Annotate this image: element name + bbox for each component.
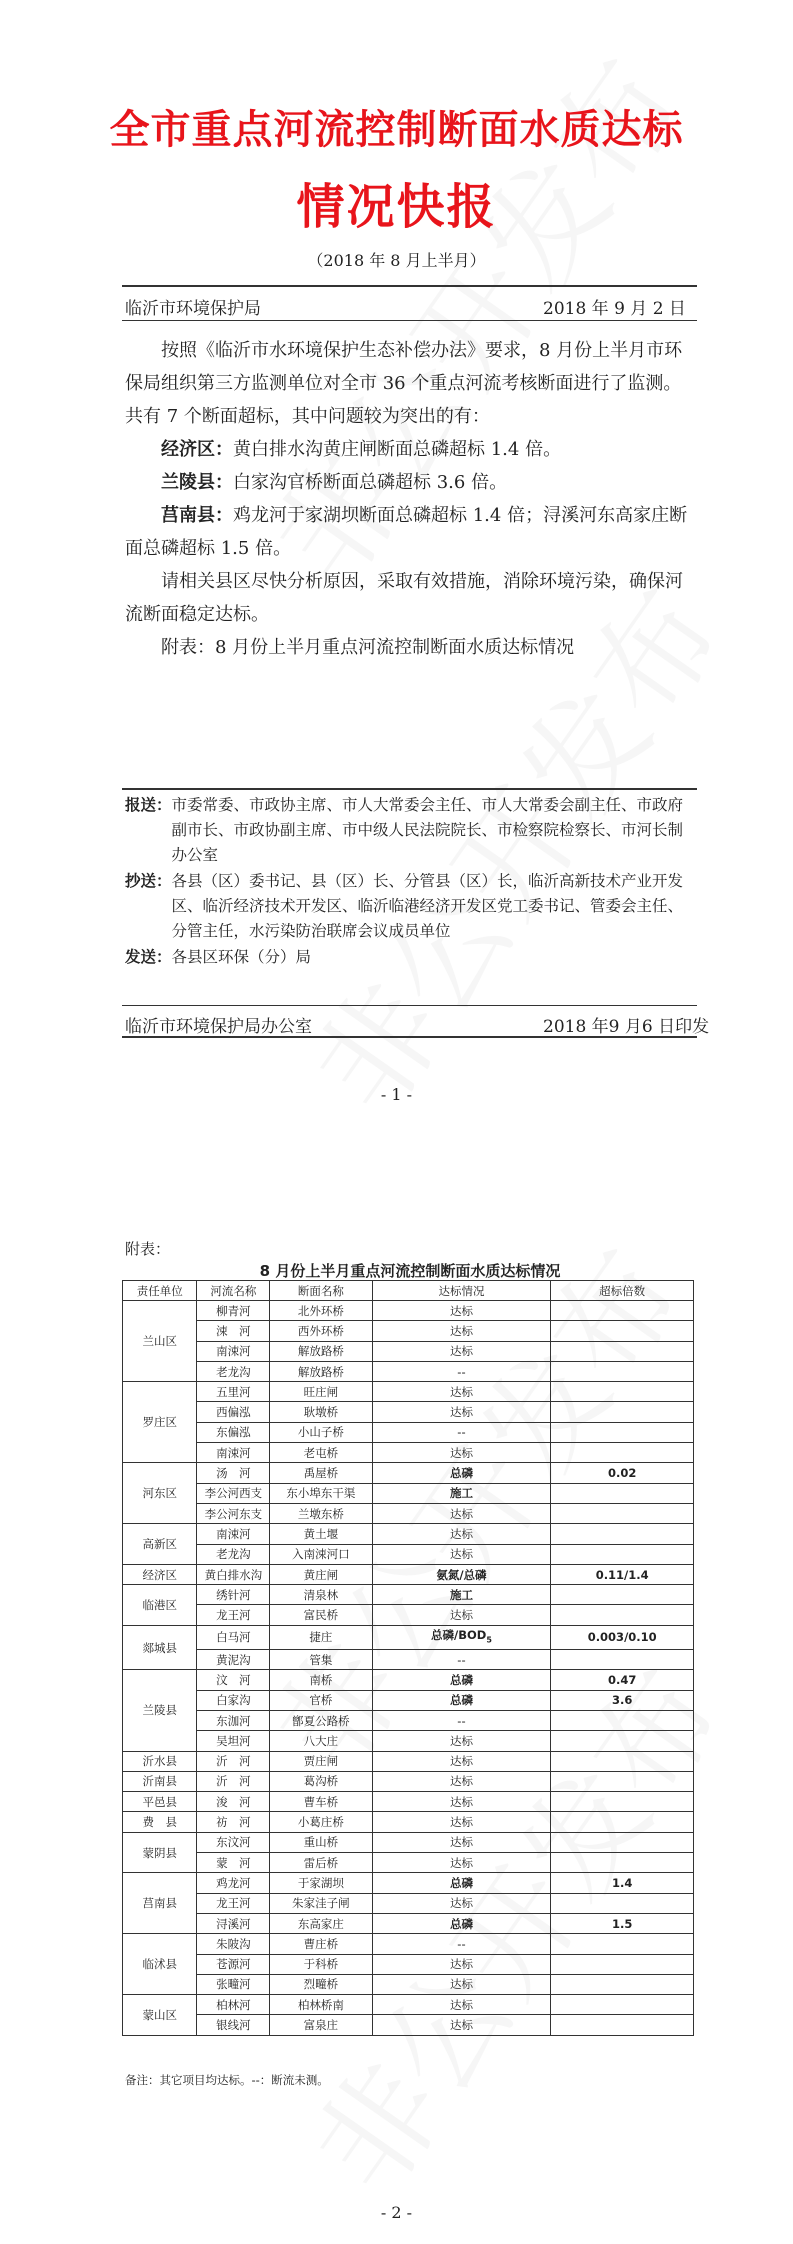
table-row [123, 1361, 694, 1381]
cell-section: 旺庄闸 [270, 1382, 372, 1402]
cell-ratio [551, 1974, 694, 1994]
cell-river: 汤 河 [197, 1463, 270, 1483]
cell-unit: 临沭县 [123, 1934, 197, 1995]
cell-ratio [551, 1382, 694, 1402]
table-row [123, 1974, 694, 1994]
cell-section: 黄庄闸 [270, 1564, 372, 1584]
table-row [123, 1301, 694, 1321]
table-row [123, 1625, 694, 1649]
cell-unit: 蒙山区 [123, 1995, 197, 2036]
table-row [123, 1913, 694, 1933]
cell-ratio [551, 1544, 694, 1564]
footer-rule-bottom [122, 1036, 697, 1038]
table-row [123, 1710, 694, 1730]
finding-text: 鸡龙河于家湖坝断面总磷超标 1.4 倍；浔溪河东高家庄断面总磷超标 1.5 倍。 [125, 505, 688, 559]
cell-ratio [551, 1524, 694, 1544]
cell-river: 白家沟 [197, 1690, 270, 1710]
cell-status: 达标 [372, 1771, 551, 1791]
cell-river: 东泇河 [197, 1710, 270, 1730]
finding-label: 莒南县： [161, 505, 233, 526]
table-row [123, 1832, 694, 1852]
cell-river: 汶 河 [197, 1670, 270, 1690]
page-number: - 1 - [380, 1085, 413, 1104]
report-period: （2018 年 8 月上半月） [307, 251, 486, 270]
cell-ratio [551, 1483, 694, 1503]
cell-section: 入南涑河口 [270, 1544, 372, 1564]
cell-unit: 河东区 [123, 1463, 197, 1524]
table-row [123, 1812, 694, 1832]
cell-ratio: 3.6 [551, 1690, 694, 1710]
cell-section: 富泉庄 [270, 2015, 372, 2035]
distribution-rule-top [122, 788, 697, 790]
report-title-line1: 全市重点河流控制断面水质达标 [109, 107, 684, 153]
report-body [125, 334, 695, 664]
cell-section: 耿墩桥 [270, 1402, 372, 1422]
table-row [123, 1544, 694, 1564]
cell-river: 李公河东支 [197, 1503, 270, 1523]
cell-section: 北外环桥 [270, 1301, 372, 1321]
cell-unit: 经济区 [123, 1564, 197, 1584]
table-row [123, 1605, 694, 1625]
table-row [123, 1771, 694, 1791]
copy-to-label: 抄送： [125, 871, 172, 890]
header-status: 达标情况 [372, 1281, 551, 1301]
cell-section: 富民桥 [270, 1605, 372, 1625]
cell-ratio: 0.11/1.4 [551, 1564, 694, 1584]
table-row [123, 1893, 694, 1913]
cell-river: 绣针河 [197, 1585, 270, 1605]
cell-river: 南涑河 [197, 1443, 270, 1463]
cell-unit: 高新区 [123, 1524, 197, 1565]
cell-ratio [551, 1731, 694, 1751]
cell-ratio [551, 1832, 694, 1852]
cell-ratio [551, 1954, 694, 1974]
cell-section: 小葛庄桥 [270, 1812, 372, 1832]
cell-section: 东小埠东干渠 [270, 1483, 372, 1503]
cell-ratio: 0.02 [551, 1463, 694, 1483]
cell-ratio [551, 1422, 694, 1442]
cell-river: 龙王河 [197, 1893, 270, 1913]
header-section: 断面名称 [270, 1281, 372, 1301]
table-note: 备注：其它项目均达标。--：断流未测。 [125, 2073, 329, 2087]
cell-river: 蒙 河 [197, 1853, 270, 1873]
cell-status: -- [372, 1934, 551, 1954]
table-row [123, 1585, 694, 1605]
cell-status: 达标 [372, 1321, 551, 1341]
cell-status: 施工 [372, 1483, 551, 1503]
cell-section: 东高家庄 [270, 1913, 372, 1933]
cell-river: 老龙沟 [197, 1544, 270, 1564]
finding-junan [125, 499, 695, 565]
issue-date: 2018 年 9 月 2 日 [543, 299, 686, 319]
cell-river: 浔溪河 [197, 1913, 270, 1933]
cell-section: 禹屋桥 [270, 1463, 372, 1483]
attachment-note: 附表：8 月份上半月重点河流控制断面水质达标情况 [161, 637, 575, 658]
cell-section: 重山桥 [270, 1832, 372, 1852]
cell-status: 总磷 [372, 1873, 551, 1893]
table-body [123, 1301, 694, 2036]
cell-river: 南涑河 [197, 1341, 270, 1361]
finding-label: 兰陵县： [161, 472, 233, 493]
cell-section: 管集 [270, 1650, 372, 1670]
cell-ratio: 1.5 [551, 1913, 694, 1933]
cell-river: 老龙沟 [197, 1361, 270, 1381]
cell-river: 李公河西支 [197, 1483, 270, 1503]
cell-ratio [551, 1361, 694, 1381]
header-rule-bottom [122, 320, 697, 321]
table-row [123, 1853, 694, 1873]
send-to-text: 各县区环保（分）局 [171, 948, 312, 966]
cell-status: 达标 [372, 1605, 551, 1625]
cell-status: -- [372, 1422, 551, 1442]
finding-label: 经济区： [161, 439, 233, 460]
cell-status: 达标 [372, 1382, 551, 1402]
table-row [123, 1954, 694, 1974]
cell-ratio: 0.47 [551, 1670, 694, 1690]
cell-status: 达标 [372, 2015, 551, 2035]
cell-river: 柳青河 [197, 1301, 270, 1321]
cell-status: 总磷 [372, 1690, 551, 1710]
cell-ratio [551, 1301, 694, 1321]
cell-river: 银线河 [197, 2015, 270, 2035]
table-row [123, 1483, 694, 1503]
cell-ratio [551, 1893, 694, 1913]
cell-ratio [551, 1751, 694, 1771]
table-row [123, 1443, 694, 1463]
table-row [123, 1402, 694, 1422]
cell-unit: 沂南县 [123, 1771, 197, 1791]
cell-section: 捷庄 [270, 1625, 372, 1649]
table-row [123, 1670, 694, 1690]
table-row [123, 1690, 694, 1710]
cell-status: 总磷 [372, 1913, 551, 1933]
cell-section: 柏林桥南 [270, 1995, 372, 2015]
cell-status: 达标 [372, 1792, 551, 1812]
report-to-text: 市委常委、市政协主席、市人大常委会主任、市人大常委会副主任、市政府副市长、市政协副主席、市中级人民法院院长、市检察院检察长、市河长制办公室 [171, 796, 684, 864]
cell-river: 苍源河 [197, 1954, 270, 1974]
cell-section: 鄫夏公路桥 [270, 1710, 372, 1730]
cell-status: 达标 [372, 1954, 551, 1974]
cell-ratio [551, 1503, 694, 1523]
cell-section: 南桥 [270, 1670, 372, 1690]
cell-ratio [551, 1934, 694, 1954]
footer-office: 临沂市环境保护局办公室 [125, 1017, 312, 1037]
cell-status: 达标 [372, 1443, 551, 1463]
table-row [123, 1422, 694, 1442]
cell-status: 氨氮/总磷 [372, 1564, 551, 1584]
cell-river: 吴坦河 [197, 1731, 270, 1751]
copy-to [125, 868, 695, 944]
intro-paragraph: 按照《临沂市水环境保护生态补偿办法》要求，8 月份上半月市环保局组织第三方监测单位对全市 36 个重点河流考核断面进行了监测。共有 7 个断面超标，其中问题较为突出的有： [125, 340, 683, 427]
cell-river: 朱陂沟 [197, 1934, 270, 1954]
table-title: 8 月份上半月重点河流控制断面水质达标情况 [259, 1262, 561, 1280]
cell-river: 涑 河 [197, 1321, 270, 1341]
table-row [123, 1934, 694, 1954]
report-to [125, 792, 695, 868]
cell-river: 张疃河 [197, 1974, 270, 1994]
footer-rule-top [122, 1005, 697, 1006]
table-row [123, 1751, 694, 1771]
cell-unit: 费 县 [123, 1812, 197, 1832]
cell-section: 小山子桥 [270, 1422, 372, 1442]
cell-river: 白马河 [197, 1625, 270, 1649]
cell-river: 黄白排水沟 [197, 1564, 270, 1584]
cell-unit: 临港区 [123, 1585, 197, 1626]
cell-status: 达标 [372, 1341, 551, 1361]
table-row [123, 1321, 694, 1341]
table-row [123, 1731, 694, 1751]
table-row [123, 1650, 694, 1670]
cell-ratio [551, 1321, 694, 1341]
cell-ratio [551, 1402, 694, 1422]
distribution-list [125, 792, 695, 970]
cell-status: -- [372, 1361, 551, 1381]
cell-ratio [551, 1443, 694, 1463]
cell-section: 官桥 [270, 1690, 372, 1710]
cell-ratio [551, 1341, 694, 1361]
cell-unit: 罗庄区 [123, 1382, 197, 1463]
finding-jingji [125, 433, 695, 466]
cell-section: 解放路桥 [270, 1361, 372, 1381]
cell-status: 达标 [372, 1751, 551, 1771]
cell-ratio [551, 1585, 694, 1605]
cell-status: 达标 [372, 1524, 551, 1544]
cell-unit: 平邑县 [123, 1792, 197, 1812]
cell-ratio [551, 2015, 694, 2035]
attachment-label: 附表： [125, 1240, 171, 1258]
cell-unit: 郯城县 [123, 1625, 197, 1670]
cell-status: 达标 [372, 1402, 551, 1422]
cell-river: 东偏泓 [197, 1422, 270, 1442]
cell-river: 沂 河 [197, 1751, 270, 1771]
cell-status: 达标 [372, 1893, 551, 1913]
cell-ratio [551, 1605, 694, 1625]
cell-status: -- [372, 1650, 551, 1670]
send-to-label: 发送： [125, 947, 172, 966]
cell-section: 八大庄 [270, 1731, 372, 1751]
report-title-line2: 情况快报 [296, 179, 497, 235]
cell-status: 达标 [372, 1995, 551, 2015]
header-river: 河流名称 [197, 1281, 270, 1301]
table-row [123, 1873, 694, 1893]
cell-river: 西偏泓 [197, 1402, 270, 1422]
cell-section: 于家湖坝 [270, 1873, 372, 1893]
header-rule-top [122, 285, 697, 287]
cell-section: 葛沟桥 [270, 1771, 372, 1791]
finding-lanling [125, 466, 695, 499]
cell-section: 烈疃桥 [270, 1974, 372, 1994]
cell-section: 黄土堰 [270, 1524, 372, 1544]
cell-section: 于科桥 [270, 1954, 372, 1974]
cell-status: -- [372, 1710, 551, 1730]
cell-section: 老屯桥 [270, 1443, 372, 1463]
copy-to-text: 各县（区）委书记、县（区）长、分管县（区）长，临沂高新技术产业开发区、临沂经济技术开发区、临沂临港经济开发区党工委书记、管委会主任、分管主任，水污染防治联席会议成员单位 [171, 872, 684, 940]
cell-unit: 蒙阴县 [123, 1832, 197, 1873]
cell-ratio [551, 1792, 694, 1812]
cell-section: 曹庄桥 [270, 1934, 372, 1954]
table-header-row [123, 1281, 694, 1301]
finding-text: 黄白排水沟黄庄闸断面总磷超标 1.4 倍。 [233, 439, 562, 460]
cell-status: 达标 [372, 1544, 551, 1564]
cell-status: 达标 [372, 1503, 551, 1523]
water-quality-table [122, 1280, 694, 2036]
cell-section: 西外环桥 [270, 1321, 372, 1341]
cell-river: 柏林河 [197, 1995, 270, 2015]
send-to [125, 944, 695, 970]
cell-unit: 兰陵县 [123, 1670, 197, 1751]
header-unit: 责任单位 [123, 1281, 197, 1301]
cell-unit: 沂水县 [123, 1751, 197, 1771]
table-row [123, 1524, 694, 1544]
report-to-label: 报送： [125, 795, 172, 814]
table-row [123, 1564, 694, 1584]
footer-date: 2018 年9 月6 日印发 [543, 1017, 710, 1037]
cell-unit: 莒南县 [123, 1873, 197, 1934]
cell-ratio [551, 1812, 694, 1832]
cell-river: 龙王河 [197, 1605, 270, 1625]
finding-text: 白家沟官桥断面总磷超标 3.6 倍。 [233, 472, 508, 493]
table-row [123, 1463, 694, 1483]
cell-status: 达标 [372, 1812, 551, 1832]
cell-status: 总磷 [372, 1670, 551, 1690]
cell-section: 贾庄闸 [270, 1751, 372, 1771]
cell-unit: 兰山区 [123, 1301, 197, 1382]
cell-status: 达标 [372, 1853, 551, 1873]
header-ratio: 超标倍数 [551, 1281, 694, 1301]
cell-status: 施工 [372, 1585, 551, 1605]
cell-river: 沂 河 [197, 1771, 270, 1791]
cell-section: 清泉林 [270, 1585, 372, 1605]
cell-ratio [551, 1853, 694, 1873]
table-row [123, 1792, 694, 1812]
cell-section: 兰墩东桥 [270, 1503, 372, 1523]
cell-ratio: 0.003/0.10 [551, 1625, 694, 1649]
cell-section: 曹车桥 [270, 1792, 372, 1812]
cell-ratio [551, 1771, 694, 1791]
cell-river: 东汶河 [197, 1832, 270, 1852]
cell-ratio: 1.4 [551, 1873, 694, 1893]
cell-status: 总磷$/BOD_5$ [372, 1625, 551, 1649]
cell-status: 达标 [372, 1974, 551, 1994]
table-row [123, 1382, 694, 1402]
table-row [123, 1503, 694, 1523]
cell-ratio [551, 1995, 694, 2015]
table-row [123, 1341, 694, 1361]
table-row [123, 2015, 694, 2035]
cell-ratio [551, 1710, 694, 1730]
request-paragraph: 请相关县区尽快分析原因，采取有效措施，消除环境污染，确保河流断面稳定达标。 [125, 571, 683, 625]
cell-river: 浚 河 [197, 1792, 270, 1812]
cell-section: 雷后桥 [270, 1853, 372, 1873]
cell-status: 总磷 [372, 1463, 551, 1483]
cell-status: 达标 [372, 1832, 551, 1852]
cell-section: 解放路桥 [270, 1341, 372, 1361]
cell-section: 朱家洼子闸 [270, 1893, 372, 1913]
cell-river: 南涑河 [197, 1524, 270, 1544]
issuer: 临沂市环境保护局 [125, 299, 261, 319]
page-number: - 2 - [380, 2203, 413, 2222]
table-row [123, 1995, 694, 2015]
cell-river: 五里河 [197, 1382, 270, 1402]
cell-ratio [551, 1650, 694, 1670]
cell-river: 祊 河 [197, 1812, 270, 1832]
cell-status: 达标 [372, 1731, 551, 1751]
cell-river: 鸡龙河 [197, 1873, 270, 1893]
cell-river: 黄泥沟 [197, 1650, 270, 1670]
cell-status: 达标 [372, 1301, 551, 1321]
